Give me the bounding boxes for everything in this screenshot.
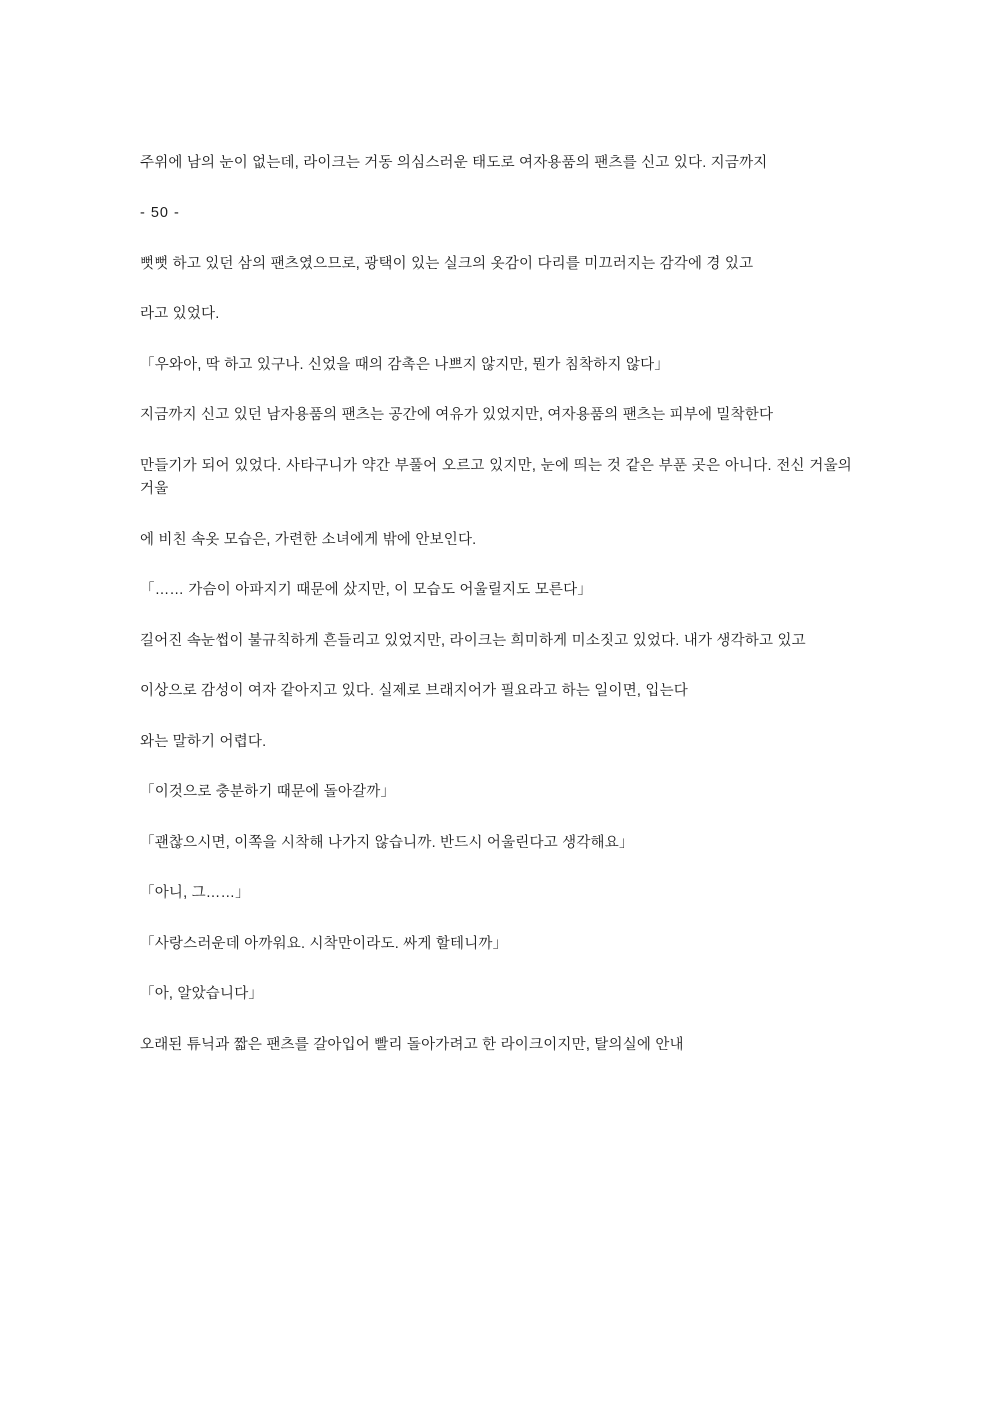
paragraph: 「괜찮으시면, 이쪽을 시착해 나가지 않습니까. 반드시 어울린다고 생각해요」 bbox=[140, 834, 634, 851]
paragraph: 「이것으로 충분하기 때문에 돌아갈까」 bbox=[140, 784, 396, 801]
paragraph: 「…… 가슴이 아파지기 때문에 샀지만, 이 모습도 어울릴지도 모른다」 bbox=[140, 582, 593, 599]
paragraph: 「아니, 그……」 bbox=[140, 885, 250, 902]
page-number: - 50 - bbox=[140, 205, 180, 222]
paragraph: 「우와아, 딱 하고 있구나. 신었을 때의 감촉은 나쁘지 않지만, 뭔가 침착하지 않다」 bbox=[140, 356, 670, 373]
paragraph: 지금까지 신고 있던 남자용품의 팬츠는 공간에 여유가 있었지만, 여자용품의 팬츠는 피부에 밀착한다 bbox=[140, 407, 774, 424]
paragraph: 「아, 알았습니다」 bbox=[140, 986, 264, 1003]
paragraph: 「사랑스러운데 아까워요. 시착만이라도. 싸게 할테니까」 bbox=[140, 935, 508, 952]
paragraph: 오래된 튜닉과 짧은 팬츠를 갈아입어 빨리 돌아가려고 한 라이크이지만, 탈의실에 안내 bbox=[140, 1036, 684, 1053]
paragraph: 만들기가 되어 있었다. 사타구니가 약간 부풀어 오르고 있지만, 눈에 띄는 것 같은 부푼 곳은 아니다. 전신 거울의 거울 bbox=[140, 457, 857, 498]
paragraph: 이상으로 감성이 여자 같아지고 있다. 실제로 브래지어가 필요라고 하는 일이면, 입는다 bbox=[140, 683, 688, 700]
paragraph: 길어진 속눈썹이 불규칙하게 흔들리고 있었지만, 라이크는 희미하게 미소짓고 있었다. 내가 생각하고 있고 bbox=[140, 632, 806, 649]
paragraph: 라고 있었다. bbox=[140, 306, 220, 323]
paragraph: 주위에 남의 눈이 없는데, 라이크는 거동 의심스러운 태도로 여자용품의 팬츠를 신고 있다. 지금까지 bbox=[140, 155, 768, 171]
paragraph: 뻣뻣 하고 있던 삼의 팬츠였으므로, 광택이 있는 실크의 옷감이 다리를 미끄러지는 감각에 경 있고 bbox=[140, 255, 754, 272]
paragraph: 와는 말하기 어렵다. bbox=[140, 733, 267, 750]
paragraph: 에 비친 속옷 모습은, 가련한 소녀에게 밖에 안보인다. bbox=[140, 531, 477, 548]
